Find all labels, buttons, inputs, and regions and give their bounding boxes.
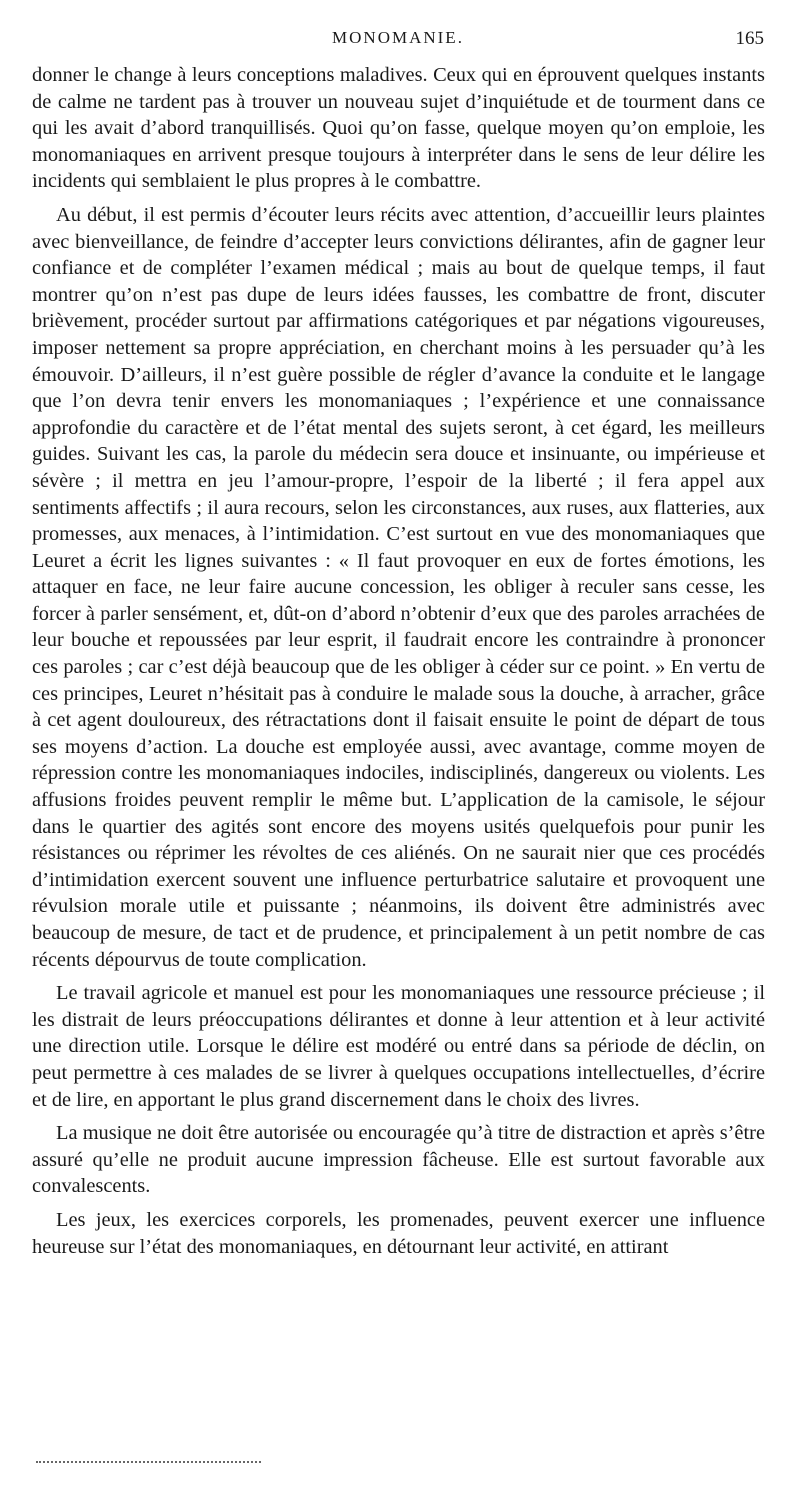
page-number: 165 — [735, 28, 764, 49]
body-text — [32, 62, 765, 1267]
paragraph: La musique ne doit être autorisée ou encouragée qu’à titre de distraction et après s’être assuré qu’elle ne produit aucune impression fâcheuse. Elle est surtout favorable aux convalescents. — [32, 1122, 765, 1198]
page-header — [32, 28, 764, 58]
running-head: MONOMANIE. — [332, 28, 464, 47]
paragraph: Le travail agricole et manuel est pour les monomaniaques une ressource précieuse ; il les distrait de leurs préoccupations délirantes et donne à leur attention et à leur activité une direction utile. Lorsque le délire est modéré ou entré dans sa période de déclin, on peut permettre à ces malades de se livrer à quelques occupations intellectuelles, d’écrire et de lire, en apportant le plus grand discernement dans le choix des livres. — [32, 982, 765, 1111]
paragraph: Les jeux, les exercices corporels, les promenades, peuvent exercer une influence heureuse sur l’état des monomaniaques, en détournant leur activité, en attirant — [32, 1208, 765, 1258]
paragraph-continued: donner le change à leurs conceptions maladives. Ceux qui en éprouvent quelques instants de calme ne tardent pas à trouver un nouveau sujet d’inquiétude et de tourment dans ce qui les avait d’abord tranquillisés. Quoi qu’on fasse, quelque moyen qu’on emploie, les monomaniaques en arrivent presque toujours à interpréter dans le sens de leur délire les incidents qui semblaient le plus propres à le combattre. — [32, 64, 765, 193]
footer-dotted-rule — [36, 1461, 261, 1463]
paragraph: Au début, il est permis d’écouter leurs récits avec attention, d’accueillir leurs plaintes avec bienveillance, de feindre d’accepter leurs convictions délirantes, afin de gagner leur confiance et de compléter l’examen médical ; mais au bout de quelque temps, il faut montrer qu’on n’est pas dupe de leurs idées fausses, les combattre de front, discuter brièvement, procéder surtout par affirmations catégoriques et par négations vigoureuses, imposer nettement sa propre appréciation, en cherchant moins à les persuader qu’à les émouvoir. D’ailleurs, il n’est guère possible de régler d’avance la conduite et le langage que l’on devra tenir envers les monomaniaques ; l’expérience et une connaissance approfondie du caractère et de l’état mental des sujets seront, à cet égard, les meilleurs guides. Suivant les cas, la parole du médecin sera douce et insinuante, ou impérieuse et sévère ; il mettra en jeu l’amour-propre, l’espoir de la liberté ; il fera appel aux sentiments affectifs ; il aura recours, selon les circonstances, aux ruses, aux flatteries, aux promesses, aux menaces, à l’intimidation. C’est surtout en vue des monomaniaques que Leuret a écrit les lignes suivantes : « Il faut provoquer en eux de fortes émotions, les attaquer en face, ne leur faire aucune concession, les obliger à reculer sans cesse, les forcer à parler sensément, et, dût-on d’abord n’obtenir d’eux que des paroles arrachées de leur bouche et repoussées par leur esprit, il faudrait encore les contraindre à prononcer ces paroles ; car c’est déjà beaucoup que de les obliger à céder sur ce point. » En vertu de ces principes, Leuret n’hésitait pas à conduire le malade sous la douche, à arracher, grâce à cet agent douloureux, des rétractations dont il faisait ensuite le point de départ de tous ses moyens d’action. La douche est employée aussi, avec avantage, comme moyen de répression contre les monomaniaques indociles, indisciplinés, dangereux ou violents. Les affusions froides peuvent remplir le même but. L’application de la camisole, le séjour dans le quartier des agités sont encore des moyens usités quelquefois pour punir les résistances ou réprimer les révoltes de ces aliénés. On ne saurait nier que ces procédés d’intimidation exercent souvent une influence perturbatrice salutaire et provoquent une révulsion morale utile et puissante ; néanmoins, ils doivent être administrés avec beaucoup de mesure, de tact et de prudence, et principalement à un petit nombre de cas récents dépourvus de toute complication. — [32, 203, 765, 971]
